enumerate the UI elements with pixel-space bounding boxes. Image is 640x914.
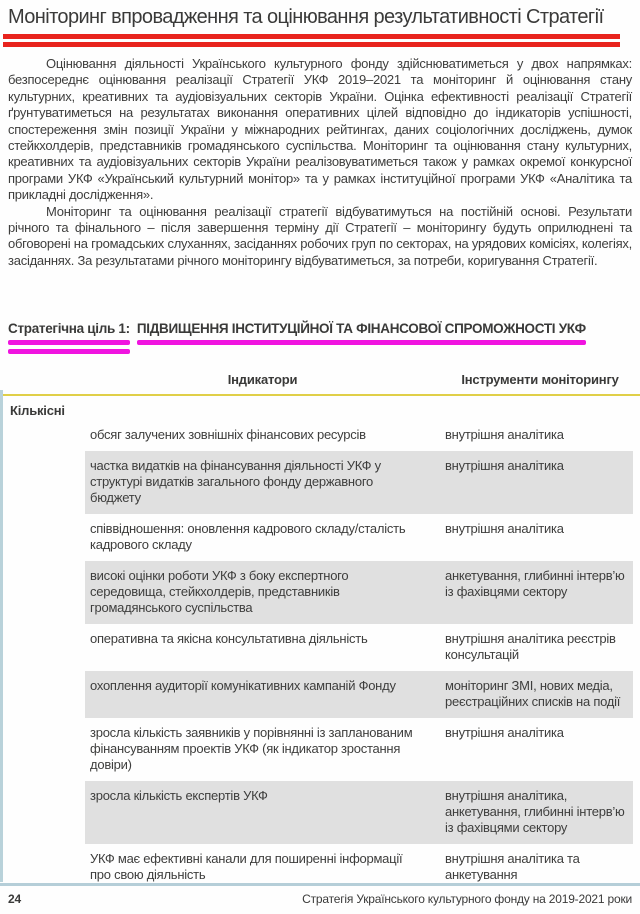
section-title bbox=[137, 321, 586, 345]
table-header-row bbox=[0, 368, 640, 394]
page-number: 24 bbox=[8, 892, 21, 906]
indicator-cell: зросла кількість експертів УКФ bbox=[90, 788, 268, 804]
table-row bbox=[85, 451, 633, 514]
table-header-spacer bbox=[0, 368, 85, 394]
indicator-cell: частка видатків на фінансування діяльності УКФ у структурі видатків загального фонду державного бюджету bbox=[90, 458, 381, 506]
section-label-underline-2 bbox=[8, 349, 130, 354]
section-header bbox=[8, 321, 632, 354]
footer-text: Стратегія Українського культурного фонду на 2019-2021 роки bbox=[302, 892, 632, 906]
indicator-cell: обсяг залучених зовнішніх фінансових ресурсів bbox=[90, 427, 366, 443]
title-underline-bar-top bbox=[3, 34, 620, 39]
table-row bbox=[85, 781, 633, 844]
tool-cell: внутрішня аналітика bbox=[445, 521, 564, 537]
table-row bbox=[85, 718, 633, 781]
table-row bbox=[85, 561, 633, 624]
footer-row bbox=[0, 886, 640, 914]
table-row bbox=[85, 514, 633, 561]
title-underline-bar-bottom bbox=[3, 42, 620, 47]
tool-cell: внутрішня аналітика реєстрів консультацій bbox=[445, 631, 616, 663]
table-row bbox=[85, 420, 633, 451]
left-margin-rule bbox=[0, 390, 3, 882]
table-body bbox=[0, 420, 640, 891]
tool-cell: моніторинг ЗМІ, нових медіа, реєстраційних списків на події bbox=[445, 678, 621, 710]
indicators-table bbox=[0, 368, 640, 891]
section-label-underline-1 bbox=[8, 340, 130, 345]
page-title: Моніторинг впровадження та оцінювання результативності Стратегії bbox=[8, 6, 604, 28]
tool-cell: анкетування, глибинні інтерв’ю із фахівцями сектору bbox=[445, 568, 625, 600]
paragraph: Оцінювання діяльності Українського культурного фонду здійснюватиметься у двох напрямках: безпосереднє оцінювання реалізації Стратегії УКФ 2019–2021 та моніторинг й оцінювання стану культурних, креативних та аудіовізуальних секторів України. Оцінка ефективності реалізації Стратегії ґрунтуватиметься на результатах виконання оперативних цілей відповідно до індикаторів успішності, спостереження змін позиції України у міжнародних рейтингах, даних соціологічних досліджень, думок стейкхолдерів, представників громадянського суспільства. Моніторинг та оцінювання стану культурних, креативних та аудіовізуальних секторів України реалізовуватиметься також у рамках окремої конкурсної програми УКФ «Український культурний монітор» та у рамках інституційної програми УКФ «Аналітика та прикладні дослідження». bbox=[8, 56, 632, 203]
table-row bbox=[85, 624, 633, 671]
indicator-cell: високі оцінки роботи УКФ з боку експертного середовища, стейкхолдерів, представників громадянського суспільства bbox=[90, 568, 349, 616]
indicator-cell: співвідношення: оновлення кадрового складу/сталість кадрового складу bbox=[90, 521, 406, 553]
tool-cell: внутрішня аналітика bbox=[445, 725, 564, 741]
indicator-cell: охоплення аудиторії комунікативних кампаній Фонду bbox=[90, 678, 396, 694]
column-header-indicators: Індикатори bbox=[227, 372, 298, 388]
body-text bbox=[8, 56, 632, 269]
tool-cell: внутрішня аналітика, анкетування, глибинні інтерв’ю із фахівцями сектору bbox=[445, 788, 625, 836]
section-label-text: Стратегічна ціль 1: bbox=[8, 321, 130, 337]
tool-cell: внутрішня аналітика bbox=[445, 458, 564, 474]
section-label bbox=[8, 321, 130, 354]
paragraph: Моніторинг та оцінювання реалізації стратегії відбуватимуться на постійній основі. Результати річного та фінального – після завершення терміну дії Стратегії – моніторингу будуть оприлюднені та обговорені на громадських слуханнях, засіданнях робочих груп по секторах, на урядових комісіях, колегіях, засіданнях. За результатами річного моніторингу відбуватиметься, за потреби, коригування Стратегії. bbox=[8, 203, 632, 268]
tool-cell: внутрішня аналітика bbox=[445, 427, 564, 443]
table-row bbox=[85, 671, 633, 718]
page-footer bbox=[0, 883, 640, 914]
column-header-tools: Інструменти моніторингу bbox=[461, 372, 619, 388]
section-title-underline bbox=[137, 340, 586, 345]
indicator-cell: оперативна та якісна консультативна діяльність bbox=[90, 631, 368, 647]
indicator-cell: зросла кількість заявників у порівнянні із запланованим фінансуванням проектів УКФ (як індикатор зростання довіри) bbox=[90, 725, 413, 773]
indicator-cell: УКФ має ефективні канали для поширенні інформації про свою діяльність bbox=[90, 851, 403, 883]
tool-cell: внутрішня аналітика та анкетування bbox=[445, 851, 580, 883]
table-group-label: Кількісні bbox=[10, 403, 65, 419]
section-title-text: ПІДВИЩЕННЯ ІНСТИТУЦІЙНОЇ ТА ФІНАНСОВОЇ СПРОМОЖНОСТІ УКФ bbox=[136, 321, 586, 337]
title-underline bbox=[3, 34, 637, 47]
